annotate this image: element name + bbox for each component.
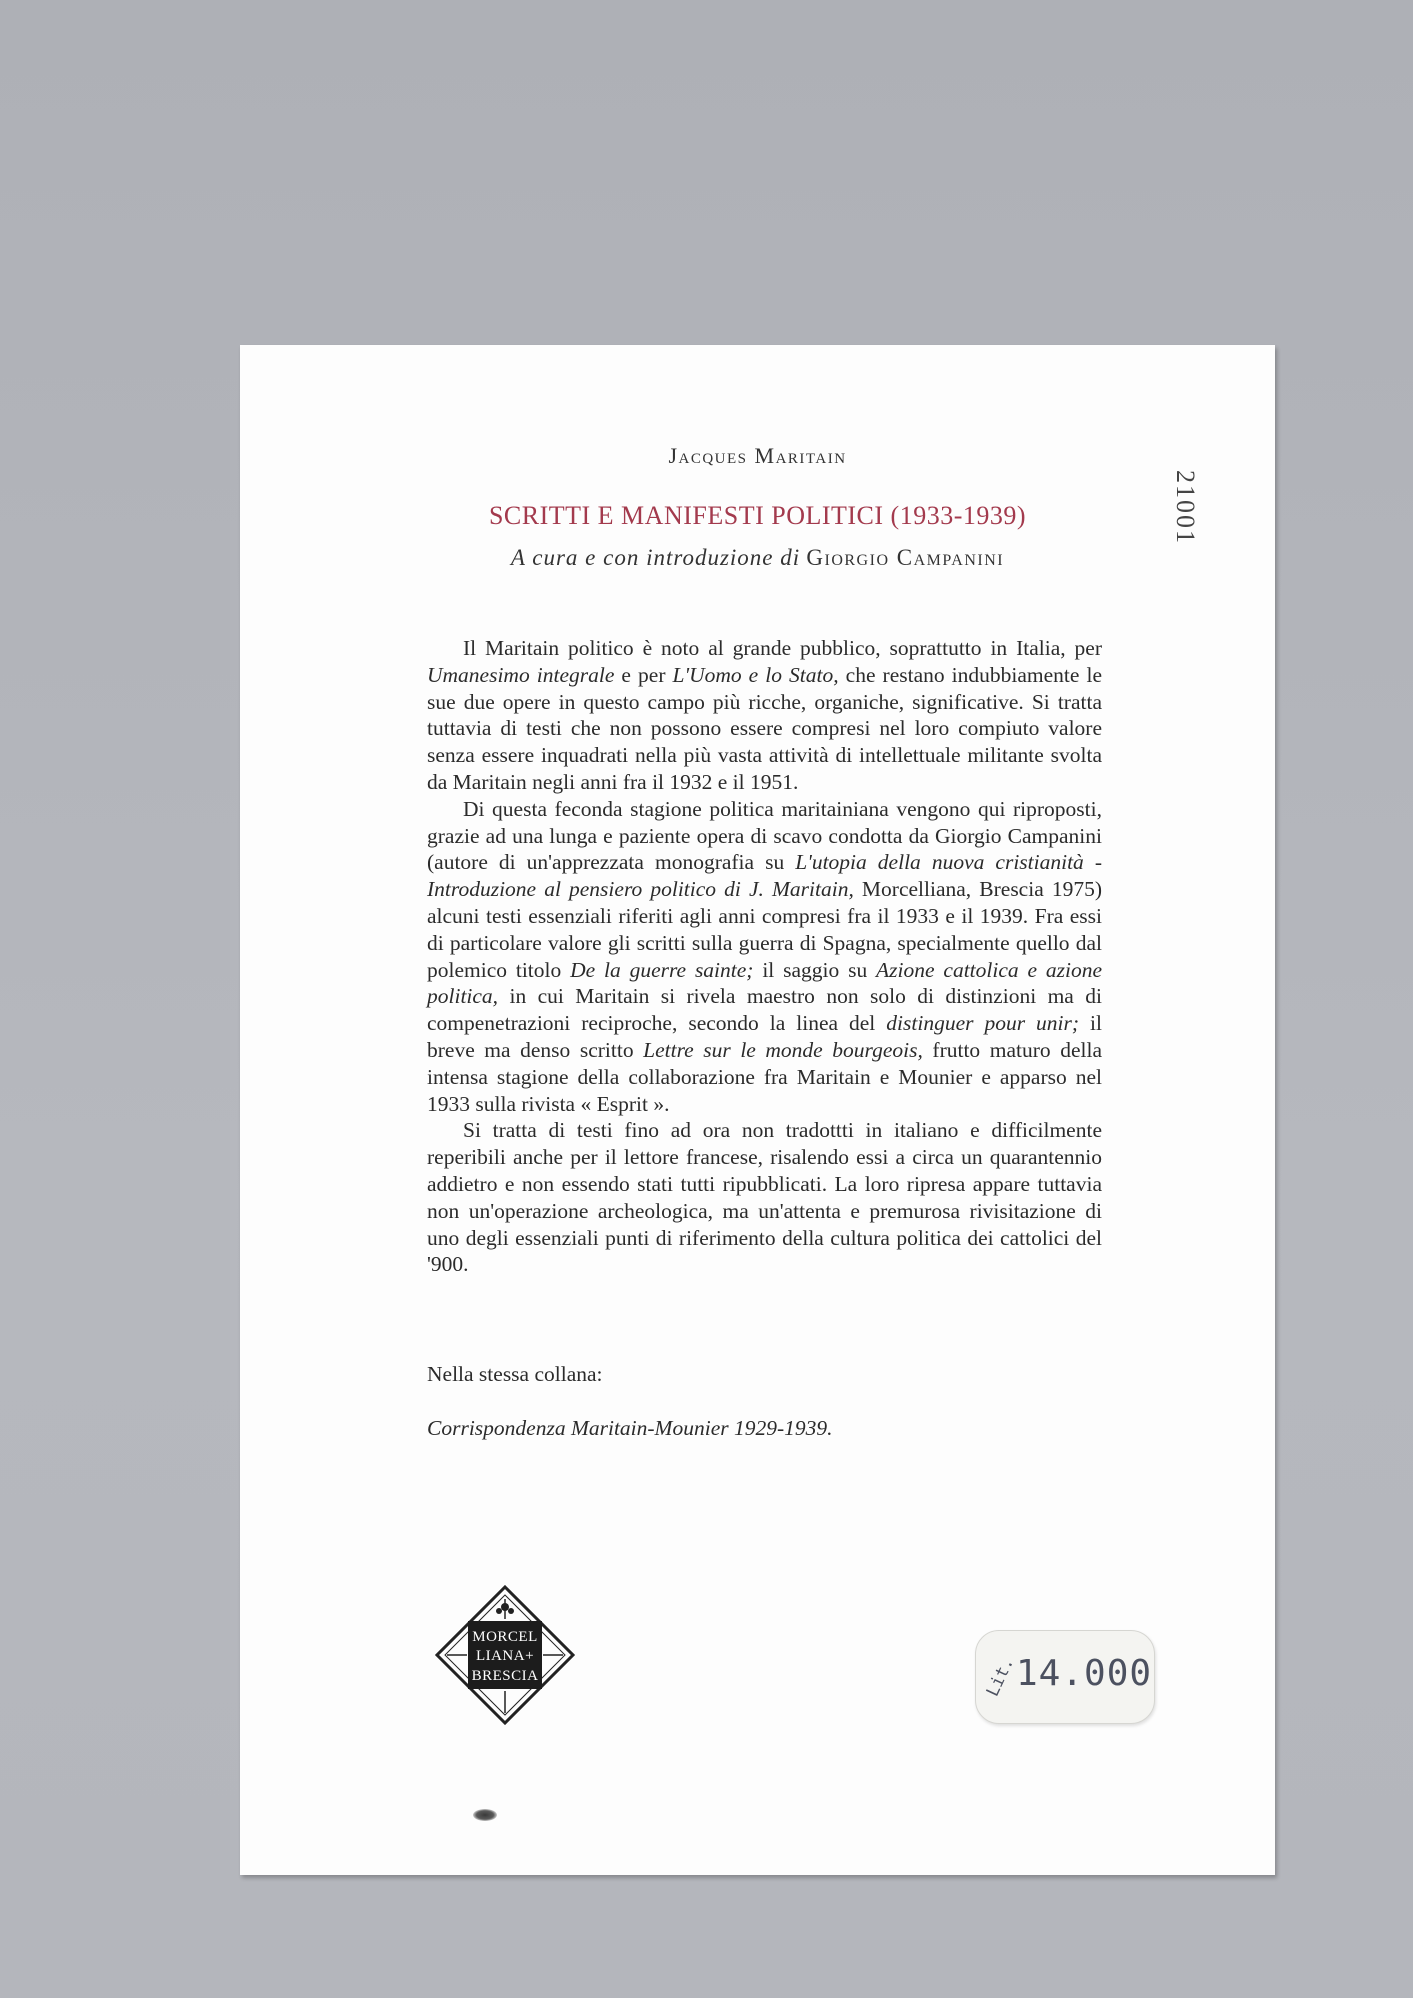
series-label: Nella stessa collana: (427, 1362, 603, 1386)
book-back-cover (240, 345, 1275, 1875)
subtitle-prefix: A cura e con introduzione di (510, 545, 801, 570)
book-title: SCRITTI E MANIFESTI POLITICI (1933-1939) (488, 501, 1027, 530)
price-amount: 14.000 (1016, 1653, 1153, 1694)
catalog-code: 21001 (1171, 470, 1200, 545)
book-subtitle (240, 545, 1275, 571)
blurb-paragraph-2: Di questa feconda stagione politica maritainiana vengono qui riproposti, grazie ad una lunga e paziente opera di scavo condotta da Giorgio Campanini (autore di un'apprezzata monografia su L'utopia della nuova cristianità - Introduzione al pensiero politico di J. Maritain, Morcelliana, Brescia 1975) alcuni testi essenziali riferiti agli anni compresi fra il 1933 e il 1939. Fra essi di particolare valore gli scritti sulla guerra di Spagna, specialmente quello dal polemico titolo De la guerre sainte; il saggio su Azione cattolica e azione politica, in cui Maritain si rivela maestro non solo di distinzioni ma di compenetrazioni reciproche, secondo la linea del distinguer pour unir; il breve ma denso scritto Lettre sur le monde bourgeois, frutto maturo della intensa stagione della collaborazione fra Maritain e Mounier e apparso nel 1933 sulla rivista « Esprit ». (427, 796, 1103, 1116)
publisher-logo-icon (435, 1585, 575, 1725)
logo-line-1: MORCEL (472, 1629, 538, 1645)
series-title: Corrispondenza Maritain-Mounier 1929-1939. (427, 1416, 833, 1440)
ink-spot (473, 1809, 497, 1821)
author-name: Jacques Maritain (668, 443, 847, 468)
logo-line-2: LIANA+ (475, 1648, 535, 1664)
price-sticker (975, 1630, 1155, 1724)
logo-line-3: BRESCIA (471, 1668, 539, 1684)
blurb-text (427, 635, 1102, 1278)
blurb-paragraph-1: Il Maritain politico è noto al grande pubblico, soprattutto in Italia, per Umanesimo integrale e per L'Uomo e lo Stato, che restano indubbiamente le sue due opere in questo campo più ricche, organiche, significative. Si tratta tuttavia di testi che non possono essere compresi nel loro compiuto valore senza essere inquadrati nella più vasta attività di intellettuale militante svolta da Maritain negli anni fra il 1932 e il 1951. (427, 636, 1103, 794)
blurb-paragraph-3: Si tratta di testi fino ad ora non tradottti in italiano e difficilmente reperibili anche per il lettore francese, risalendo essi a circa un quarantennio addietro e non essendo stati tutti ripubblicati. La loro ripresa appare tuttavia non un'operazione archeologica, ma un'attenta e premurosa rivisitazione di uno degli essenziali punti di riferimento della cultura politica dei cattolici del '900. (427, 1118, 1102, 1277)
editor-name: Giorgio Campanini (806, 545, 1005, 570)
price-prefix: Lit. (982, 1654, 1019, 1700)
